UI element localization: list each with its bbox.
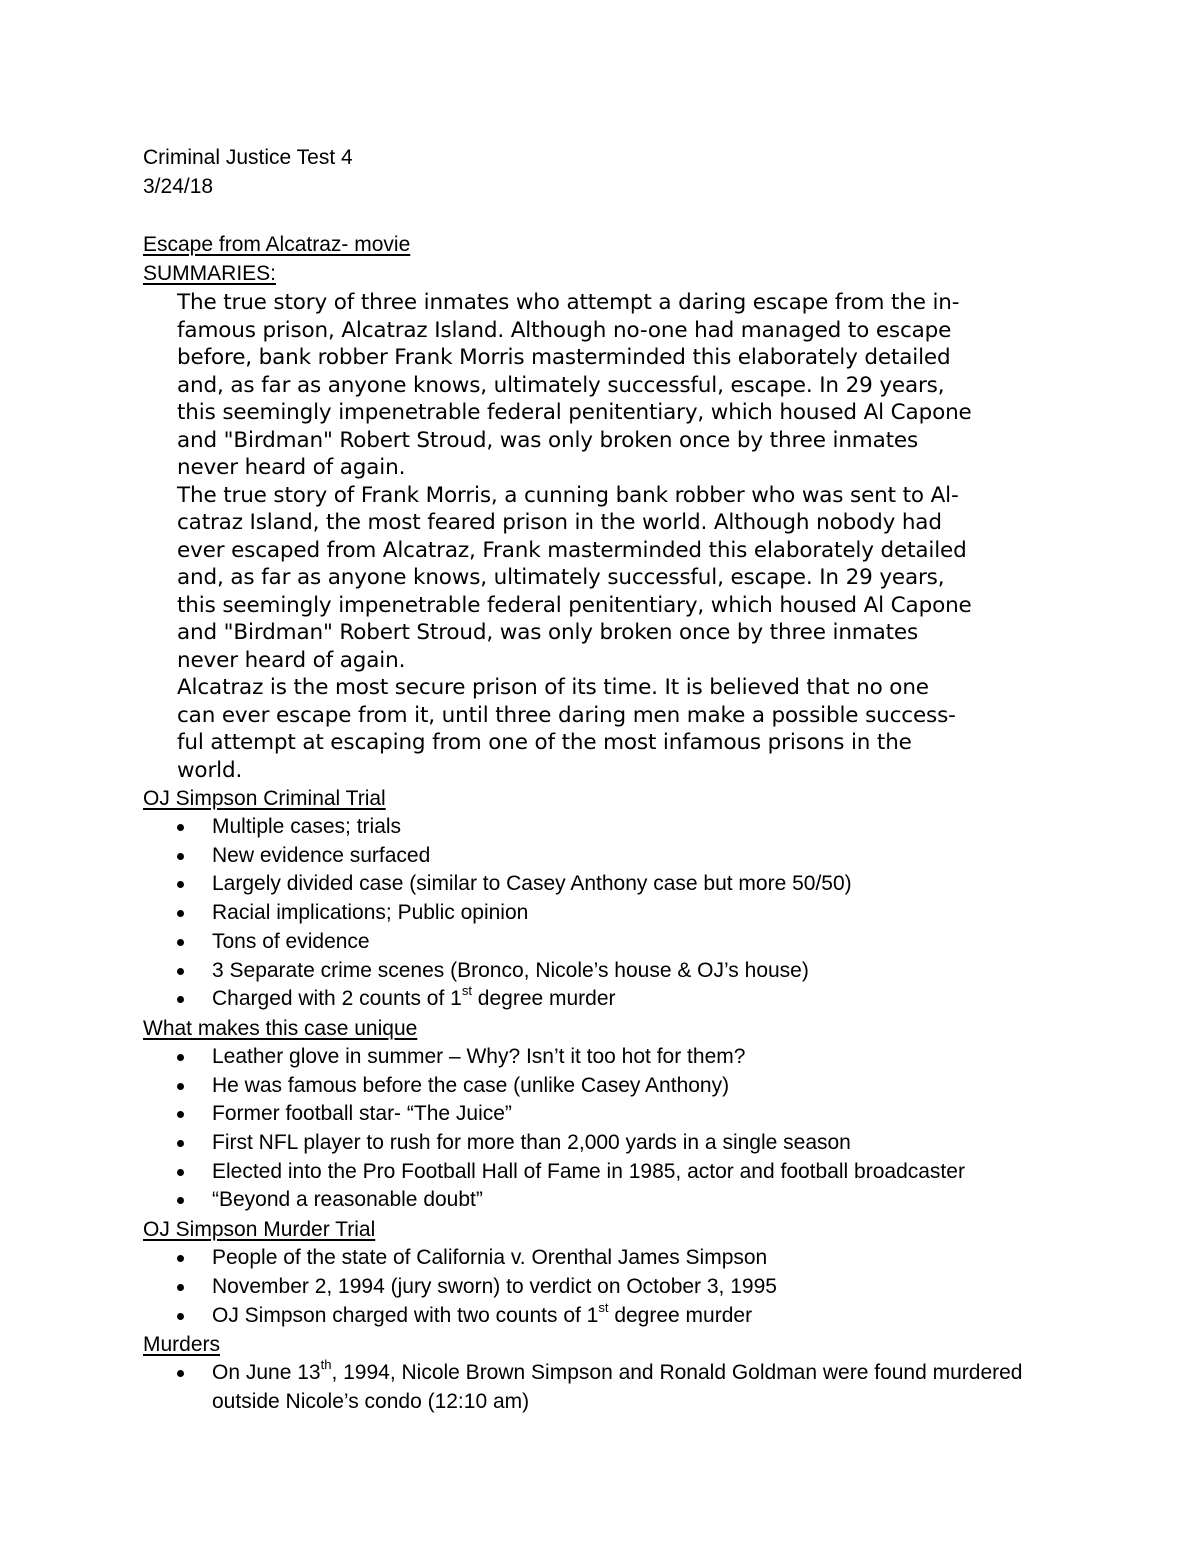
section-heading-unique: What makes this case unique: [143, 1016, 418, 1040]
bullet-icon: [177, 1140, 184, 1147]
bullet-icon: [177, 1370, 184, 1377]
bullet-icon: [177, 881, 184, 888]
bullet-icon: [177, 968, 184, 975]
bullet-icon: [177, 910, 184, 917]
summary-line: ful attempt at escaping from one of the most infamous prisons in the: [177, 730, 912, 755]
summary-line: The true story of three inmates who attempt a daring escape from the in-: [177, 290, 960, 315]
summary-line: and, as far as anyone knows, ultimately successful, escape. In 29 years,: [177, 565, 945, 590]
list-item: People of the state of California v. Orenthal James Simpson: [143, 1244, 1078, 1273]
summary-paragraph: [177, 674, 1078, 784]
list-item: On June 13th, 1994, Nicole Brown Simpson and Ronald Goldman were found murdered outside Nicole’s condo (12:10 am): [143, 1359, 1078, 1416]
list-item: New evidence surfaced: [143, 842, 1078, 871]
summary-line: Alcatraz is the most secure prison of its time. It is believed that no one: [177, 675, 929, 700]
summary-line: and "Birdman" Robert Stroud, was only broken once by three inmates: [177, 427, 919, 453]
list-item: Racial implications; Public opinion: [143, 899, 1078, 928]
summary-line: and "Birdman" Robert Stroud, was only broken once by three inmates: [177, 620, 919, 645]
list-item: “Beyond a reasonable doubt”: [143, 1186, 1078, 1215]
summary-line: and, as far as anyone knows, ultimately successful, escape. In 29 years,: [177, 372, 945, 398]
bullet-icon: [177, 1083, 184, 1090]
section-heading-murders: Murders: [143, 1333, 221, 1357]
bullet-icon: [177, 1255, 184, 1262]
summary-line: this seemingly impenetrable federal penitentiary, which housed Al Capone: [177, 400, 972, 425]
criminal-trial-list: [143, 813, 1078, 1014]
list-item: First NFL player to rush for more than 2,000 yards in a single season: [143, 1129, 1078, 1158]
bullet-icon: [177, 939, 184, 946]
bullet-icon: [177, 824, 184, 831]
list-item: Leather glove in summer – Why? Isn’t it too hot for them?: [143, 1043, 1078, 1072]
bullet-icon: [177, 853, 184, 860]
list-item: November 2, 1994 (jury sworn) to verdict on October 3, 1995: [143, 1273, 1078, 1302]
bullet-icon: [177, 1169, 184, 1176]
summary-line: never heard of again.: [177, 647, 406, 673]
document-date: 3/24/18: [143, 175, 214, 198]
section-heading-alcatraz: Escape from Alcatraz- movie: [143, 233, 411, 256]
list-item: Charged with 2 counts of 1st degree murder: [143, 985, 1078, 1014]
summary-paragraph: [177, 482, 1078, 675]
murders-list: [143, 1359, 1078, 1416]
summary-paragraph: [177, 289, 1078, 482]
list-item: Largely divided case (similar to Casey Anthony case but more 50/50): [143, 870, 1078, 899]
summaries-block: [177, 289, 1078, 784]
summary-line: ever escaped from Alcatraz, Frank masterminded this elaborately detailed: [177, 537, 967, 563]
summary-line: never heard of again.: [177, 455, 406, 480]
list-item: Multiple cases; trials: [143, 813, 1078, 842]
list-item: Tons of evidence: [143, 928, 1078, 957]
summary-line: The true story of Frank Morris, a cunning bank robber who was sent to Al-: [177, 482, 959, 508]
bullet-icon: [177, 1111, 184, 1118]
murder-trial-list: [143, 1244, 1078, 1330]
bullet-icon: [177, 1284, 184, 1291]
list-item: OJ Simpson charged with two counts of 1st degree murder: [143, 1302, 1078, 1331]
blank-line: [143, 201, 1078, 230]
list-item: 3 Separate crime scenes (Bronco, Nicole’s house & OJ’s house): [143, 957, 1078, 986]
list-item: He was famous before the case (unlike Casey Anthony): [143, 1072, 1078, 1101]
unique-list: [143, 1043, 1078, 1215]
summary-line: can ever escape from it, until three daring men make a possible success-: [177, 702, 956, 728]
document-body: [143, 143, 1078, 1417]
section-heading-murder-trial: OJ Simpson Murder Trial: [143, 1218, 376, 1242]
summaries-label: SUMMARIES:: [143, 262, 277, 285]
section-heading-criminal-trial: OJ Simpson Criminal Trial: [143, 787, 386, 810]
document-title: Criminal Justice Test 4: [143, 146, 353, 169]
list-item: Former football star- “The Juice”: [143, 1100, 1078, 1129]
bullet-icon: [177, 1054, 184, 1061]
summary-line: world.: [177, 757, 243, 783]
summary-line: this seemingly impenetrable federal penitentiary, which housed Al Capone: [177, 592, 972, 618]
bullet-icon: [177, 996, 184, 1003]
bullet-icon: [177, 1197, 184, 1204]
list-item: Elected into the Pro Football Hall of Fame in 1985, actor and football broadcaster: [143, 1158, 1078, 1187]
summary-line: famous prison, Alcatraz Island. Although no-one had managed to escape: [177, 317, 952, 343]
summary-line: catraz Island, the most feared prison in the world. Although nobody had: [177, 510, 942, 535]
summary-line: before, bank robber Frank Morris masterminded this elaborately detailed: [177, 345, 951, 370]
bullet-icon: [177, 1313, 184, 1320]
